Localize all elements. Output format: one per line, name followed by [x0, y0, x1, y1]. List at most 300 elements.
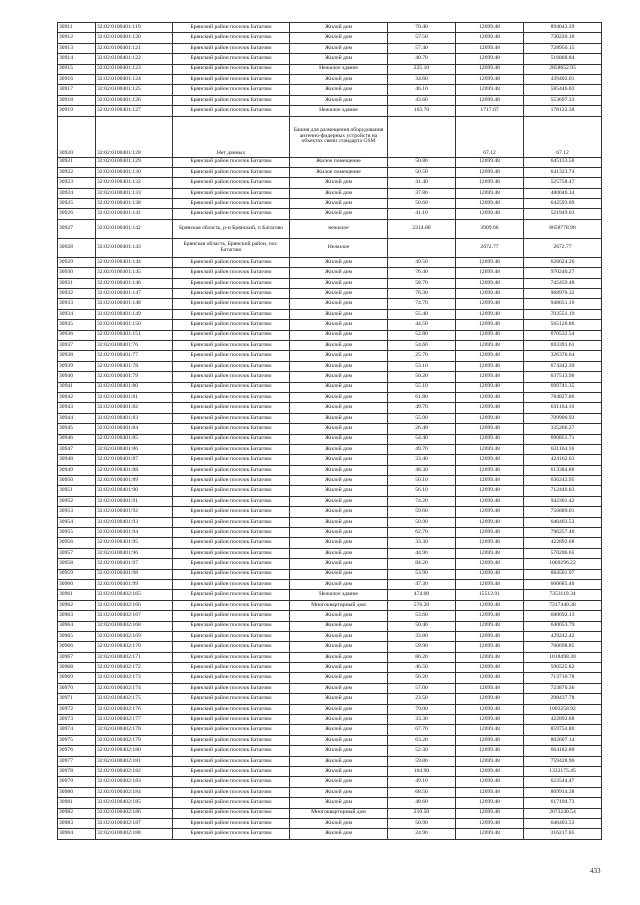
table-row: [58, 340, 602, 350]
cadastral-number-cell: 32:02:0100401:94: [96, 528, 173, 538]
specific-value-cell: 12699.48: [456, 756, 524, 766]
table-row: [58, 694, 602, 704]
cadastral-number-cell: 32:02:0100401:120: [96, 33, 173, 43]
address-cell: Брянский район поселок Батагово: [173, 559, 290, 569]
cadastral-value-cell: 480040.34: [524, 188, 602, 198]
cadastral-value-cell: 680692.13: [524, 611, 602, 621]
row-number-cell: 30968: [58, 663, 96, 673]
table-row: [58, 507, 602, 517]
object-type-cell: Жилой дом: [290, 278, 388, 288]
table-row: [58, 330, 602, 340]
table-row: [58, 673, 602, 683]
object-type-cell: Жилой дом: [290, 85, 388, 95]
table-row: [58, 403, 602, 413]
cadastral-number-cell: 32:02:0100402:179: [96, 735, 173, 745]
area-cell: 57.50: [388, 33, 456, 43]
area-cell: 50.90: [388, 818, 456, 828]
table-row: [58, 95, 602, 105]
row-number-cell: 30951: [58, 486, 96, 496]
row-number-cell: 30958: [58, 559, 96, 569]
object-type-cell: Жилой дом: [290, 424, 388, 434]
row-number-cell: 30927: [58, 219, 96, 238]
specific-value-cell: 12699.48: [456, 54, 524, 64]
area-cell: 56.20: [388, 673, 456, 683]
cadastral-value-cell: 585446.03: [524, 85, 602, 95]
cadastral-value-cell: 2673240.54: [524, 808, 602, 818]
specific-value-cell: 12699.48: [456, 351, 524, 361]
row-number-cell: 30973: [58, 715, 96, 725]
object-type-cell: Нежилое здание: [290, 106, 388, 116]
cadastral-number-cell: 32:02:0100401:146: [96, 278, 173, 288]
area-cell: 33.30: [388, 538, 456, 548]
cadastral-number-cell: 32:02:0100401:142: [96, 219, 173, 238]
cadastral-number-cell: 32:02:0100401:124: [96, 74, 173, 84]
table-row: [58, 704, 602, 714]
area-cell: 44.90: [388, 548, 456, 558]
address-cell: Брянский район поселок Батагово: [173, 652, 290, 662]
specific-value-cell: 12699.48: [456, 611, 524, 621]
address-cell: Брянский район поселок Батагово: [173, 829, 290, 839]
object-type-cell: Жилой дом: [290, 496, 388, 506]
address-cell: Брянский район поселок Батагово: [173, 569, 290, 579]
area-cell: 33.40: [388, 455, 456, 465]
area-cell: 24.90: [388, 829, 456, 839]
address-cell: Брянский район поселок Батагово: [173, 663, 290, 673]
address-cell: Брянский район поселок Батагово: [173, 157, 290, 167]
cadastral-number-cell: 32:02:0100401:83: [96, 413, 173, 423]
area-cell: 103.70: [388, 106, 456, 116]
area-cell: 63.20: [388, 735, 456, 745]
table-row: [58, 798, 602, 808]
row-number-cell: 30943: [58, 403, 96, 413]
row-number-cell: 30942: [58, 392, 96, 402]
cadastral-value-cell: 646403.53: [524, 517, 602, 527]
cadastral-number-cell: 32:02:0100401:138: [96, 199, 173, 209]
cadastral-value-cell: 439402.01: [524, 74, 602, 84]
area-cell: 53.90: [388, 569, 456, 579]
row-number-cell: 30924: [58, 188, 96, 198]
object-type-cell: Многоквартирный дом: [290, 600, 388, 610]
specific-value-cell: 12699.48: [456, 767, 524, 777]
table-row: [58, 663, 602, 673]
area-cell: 53.10: [388, 361, 456, 371]
object-type-cell: Жилой дом: [290, 403, 388, 413]
address-cell: Брянский район поселок Батагово: [173, 694, 290, 704]
row-number-cell: 30972: [58, 704, 96, 714]
cadastral-value-cell: 565126.86: [524, 320, 602, 330]
address-cell: Брянский район поселок Батагово: [173, 642, 290, 652]
row-number-cell: 30984: [58, 829, 96, 839]
cadastral-number-cell: 32:02:0100401:93: [96, 517, 173, 527]
address-cell: Брянский район поселок Батагово: [173, 167, 290, 177]
area-cell: 80.20: [388, 652, 456, 662]
specific-value-cell: 12699.48: [456, 715, 524, 725]
row-number-cell: 30938: [58, 351, 96, 361]
cadastral-value-cell: 684501.97: [524, 569, 602, 579]
cadastral-value-cell: 745459.48: [524, 278, 602, 288]
address-cell: Брянский район поселок Батагово: [173, 268, 290, 278]
row-number-cell: 30920: [58, 116, 96, 157]
table-row: [58, 106, 602, 116]
address-cell: Брянский район поселок Батагово: [173, 257, 290, 267]
area-cell: 50.60: [388, 199, 456, 209]
object-type-cell: Жилой дом: [290, 413, 388, 423]
cadastral-value-cell: 7353119.34: [524, 590, 602, 600]
address-cell: Брянский район поселок Батагово: [173, 330, 290, 340]
cadastral-number-cell: 32:02:0100401:87: [96, 455, 173, 465]
specific-value-cell: 12699.48: [456, 340, 524, 350]
cadastral-value-cell: 664182.80: [524, 746, 602, 756]
specific-value-cell: 12699.48: [456, 95, 524, 105]
row-number-cell: 30935: [58, 320, 96, 330]
cadastral-number-cell: 32:02:0100402:185: [96, 798, 173, 808]
row-number-cell: 30948: [58, 455, 96, 465]
object-type-cell: Жилой дом: [290, 507, 388, 517]
specific-value-cell: 12699.48: [456, 330, 524, 340]
area-cell: 84.20: [388, 559, 456, 569]
specific-value-cell: 12699.48: [456, 631, 524, 641]
area-cell: 59.60: [388, 507, 456, 517]
specific-value-cell: 12699.48: [456, 413, 524, 423]
address-cell: Брянский район поселок Батагово: [173, 382, 290, 392]
row-number-cell: 30980: [58, 787, 96, 797]
specific-value-cell: 12699.48: [456, 642, 524, 652]
address-cell: Брянский район поселок Батагово: [173, 808, 290, 818]
specific-value-cell: 12699.48: [456, 538, 524, 548]
cadastral-number-cell: 32:02:0100401:128: [96, 116, 173, 157]
area-cell: 49.10: [388, 777, 456, 787]
specific-value-cell: 12699.48: [456, 309, 524, 319]
area-cell: 58.70: [388, 278, 456, 288]
row-number-cell: 30915: [58, 64, 96, 74]
address-cell: Брянский район поселок Батагово: [173, 444, 290, 454]
object-type-cell: Жилой дом: [290, 694, 388, 704]
specific-value-cell: 12699.48: [456, 559, 524, 569]
specific-value-cell: 12699.48: [456, 818, 524, 828]
cadastral-value-cell: 628624.26: [524, 257, 602, 267]
row-number-cell: 30950: [58, 476, 96, 486]
cadastral-value-cell: 970240.27: [524, 268, 602, 278]
address-cell: Брянский район поселок Батагово: [173, 756, 290, 766]
specific-value-cell: 12699.48: [456, 444, 524, 454]
area-cell: 44.50: [388, 320, 456, 330]
address-cell: Брянский район поселок Батагово: [173, 476, 290, 486]
table-row: [58, 496, 602, 506]
specific-value-cell: 12699.48: [456, 777, 524, 787]
object-type-cell: Жилой дом: [290, 569, 388, 579]
specific-value-cell: 12699.48: [456, 579, 524, 589]
cadastral-number-cell: 32:02:0100401:132: [96, 178, 173, 188]
specific-value-cell: 2672.77: [456, 238, 524, 257]
table-row: [58, 268, 602, 278]
object-type-cell: Жилой дом: [290, 673, 388, 683]
cadastral-value-cell: 600685.40: [524, 579, 602, 589]
row-number-cell: 30939: [58, 361, 96, 371]
specific-value-cell: 12699.48: [456, 600, 524, 610]
row-number-cell: 30937: [58, 340, 96, 350]
cadastral-number-cell: 32:02:0100401:151: [96, 330, 173, 340]
area-cell: 74.70: [388, 299, 456, 309]
specific-value-cell: 12699.48: [456, 528, 524, 538]
object-type-cell: Жилой дом: [290, 777, 388, 787]
cadastral-value-cell: 1003258.92: [524, 704, 602, 714]
area-cell: 76.40: [388, 268, 456, 278]
object-type-cell: Жилой дом: [290, 434, 388, 444]
specific-value-cell: 12699.48: [456, 683, 524, 693]
specific-value-cell: 12699.48: [456, 372, 524, 382]
cadastral-value-cell: 631164.16: [524, 444, 602, 454]
cadastral-value-cell: 613384.88: [524, 465, 602, 475]
address-cell: Брянский район поселок Батагово: [173, 683, 290, 693]
cadastral-value-cell: 2858652.95: [524, 64, 602, 74]
cadastral-value-cell: 699741.35: [524, 382, 602, 392]
cadastral-number-cell: 32:02:0100401:80: [96, 382, 173, 392]
address-cell: Брянский район поселок Батагово: [173, 289, 290, 299]
row-number-cell: 30933: [58, 299, 96, 309]
row-number-cell: 30977: [58, 756, 96, 766]
row-number-cell: 30956: [58, 538, 96, 548]
cadastral-value-cell: 298437.78: [524, 694, 602, 704]
cadastral-number-cell: 32:02:0100401:86: [96, 444, 173, 454]
cadastral-number-cell: 32:02:0100401:147: [96, 289, 173, 299]
cadastral-value-cell: 670532.54: [524, 330, 602, 340]
row-number-cell: 30930: [58, 268, 96, 278]
object-type-cell: Жилой дом: [290, 257, 388, 267]
cadastral-number-cell: 32:02:0100401:119: [96, 23, 173, 33]
area-cell: 52.30: [388, 746, 456, 756]
cadastral-number-cell: 32:02:0100401:130: [96, 167, 173, 177]
table-row: [58, 611, 602, 621]
address-cell: Брянский район поселок Батагово: [173, 85, 290, 95]
cadastral-value-cell: 335266.27: [524, 424, 602, 434]
object-type-cell: Жилой дом: [290, 33, 388, 43]
cadastral-number-cell: 32:02:0100401:84: [96, 424, 173, 434]
row-number-cell: 30932: [58, 289, 96, 299]
cadastral-value-cell: 796257.40: [524, 528, 602, 538]
address-cell: Брянский район поселок Батагово: [173, 579, 290, 589]
cadastral-number-cell: 32:02:0100402:173: [96, 673, 173, 683]
area-cell: 43.60: [388, 95, 456, 105]
table-row: [58, 621, 602, 631]
table-row: [58, 33, 602, 43]
object-type-cell: Жилой дом: [290, 74, 388, 84]
row-number-cell: 30979: [58, 777, 96, 787]
specific-value-cell: 12699.48: [456, 663, 524, 673]
object-type-cell: Жилой дом: [290, 538, 388, 548]
address-cell: Брянский район поселок Батагово: [173, 631, 290, 641]
specific-value-cell: 15512.91: [456, 590, 524, 600]
table-row: [58, 767, 602, 777]
table-row: [58, 188, 602, 198]
address-cell: Брянский район поселок Батагово: [173, 372, 290, 382]
cadastral-value-cell: 645133.58: [524, 157, 602, 167]
cadastral-number-cell: 32:02:0100401:88: [96, 465, 173, 475]
cadastral-number-cell: 32:02:0100402:184: [96, 787, 173, 797]
table-row: [58, 631, 602, 641]
cadastral-number-cell: 32:02:0100402:166: [96, 600, 173, 610]
cadastral-number-cell: 32:02:0100401:97: [96, 559, 173, 569]
object-type-cell: Жилой дом: [290, 548, 388, 558]
object-type-cell: Жилой дом: [290, 340, 388, 350]
area-cell: 61.80: [388, 392, 456, 402]
cadastral-number-cell: 32:02:0100401:126: [96, 95, 173, 105]
cadastral-number-cell: 32:02:0100401:95: [96, 538, 173, 548]
cadastral-value-cell: 637513.90: [524, 372, 602, 382]
area-cell: [388, 116, 456, 157]
row-number-cell: 30959: [58, 569, 96, 579]
area-cell: 33.30: [388, 715, 456, 725]
page-number: 433: [590, 867, 601, 875]
address-cell: Брянский район поселок Батагово: [173, 392, 290, 402]
object-type-cell: Жилой дом: [290, 683, 388, 693]
table-row: [58, 209, 602, 219]
specific-value-cell: 12699.48: [456, 268, 524, 278]
area-cell: 41.10: [388, 209, 456, 219]
area-cell: 474.00: [388, 590, 456, 600]
address-cell: Брянский район поселок Батагово: [173, 33, 290, 43]
cadastral-value-cell: 521949.63: [524, 209, 602, 219]
row-number-cell: 30970: [58, 683, 96, 693]
address-cell: Брянский район поселок Батагово: [173, 403, 290, 413]
table-row: [58, 434, 602, 444]
row-number-cell: 30949: [58, 465, 96, 475]
cadastral-number-cell: 32:02:0100401:79: [96, 372, 173, 382]
cadastral-number-cell: 32:02:0100401:78: [96, 361, 173, 371]
table-row: [58, 74, 602, 84]
cadastral-number-cell: 32:02:0100402:183: [96, 777, 173, 787]
row-number-cell: 30967: [58, 652, 96, 662]
cadastral-number-cell: 32:02:0100401:123: [96, 64, 173, 74]
address-cell: Брянский район поселок Батагово: [173, 188, 290, 198]
area-cell: 62.70: [388, 528, 456, 538]
cadastral-number-cell: 32:02:0100401:129: [96, 157, 173, 167]
table-row: [58, 351, 602, 361]
specific-value-cell: 12699.48: [456, 43, 524, 53]
table-row: [58, 569, 602, 579]
specific-value-cell: 12699.48: [456, 798, 524, 808]
area-cell: 2214.80: [388, 219, 456, 238]
area-cell: 55.90: [388, 413, 456, 423]
object-type-cell: Жилой дом: [290, 320, 388, 330]
row-number-cell: 30921: [58, 157, 96, 167]
cadastral-value-cell: 636243.95: [524, 476, 602, 486]
cadastral-value-cell: 553697.33: [524, 95, 602, 105]
row-number-cell: 30926: [58, 209, 96, 219]
table-row: [58, 777, 602, 787]
cadastral-number-cell: 32:02:0100402:177: [96, 715, 173, 725]
specific-value-cell: 12699.48: [456, 178, 524, 188]
address-cell: Брянский район поселок Батагово: [173, 64, 290, 74]
object-type-cell: Жилой дом: [290, 528, 388, 538]
table-row: [58, 361, 602, 371]
area-cell: 53.60: [388, 611, 456, 621]
table-row: [58, 528, 602, 538]
row-number-cell: 30954: [58, 517, 96, 527]
address-cell: Брянский район поселок Батагово: [173, 590, 290, 600]
row-number-cell: 30944: [58, 413, 96, 423]
cadastral-number-cell: 32:02:0100402:178: [96, 725, 173, 735]
specific-value-cell: 12699.48: [456, 392, 524, 402]
row-number-cell: 30946: [58, 434, 96, 444]
address-cell: Брянский район поселок Батагово: [173, 798, 290, 808]
specific-value-cell: 12699.48: [456, 486, 524, 496]
specific-value-cell: 12699.48: [456, 652, 524, 662]
row-number-cell: 30965: [58, 631, 96, 641]
cadastral-number-cell: 32:02:0100401:121: [96, 43, 173, 53]
specific-value-cell: 12699.48: [456, 320, 524, 330]
row-number-cell: 30962: [58, 600, 96, 610]
address-cell: Брянский район поселок Батагово: [173, 746, 290, 756]
address-cell: Брянский район поселок Батагово: [173, 199, 290, 209]
register-table-container: [57, 22, 601, 840]
address-cell: Брянский район поселок Батагово: [173, 507, 290, 517]
cadastral-number-cell: 32:02:0100402:180: [96, 746, 173, 756]
cadastral-value-cell: 859754.80: [524, 725, 602, 735]
table-row: [58, 590, 602, 600]
specific-value-cell: 12699.48: [456, 476, 524, 486]
cadastral-number-cell: 32:02:0100402:188: [96, 829, 173, 839]
object-type-cell: Нежилое здание: [290, 590, 388, 600]
area-cell: 70.40: [388, 23, 456, 33]
cadastral-value-cell: 712440.83: [524, 486, 602, 496]
row-number-cell: 30918: [58, 95, 96, 105]
row-number-cell: 30982: [58, 808, 96, 818]
area-cell: 50.20: [388, 372, 456, 382]
cadastral-value-cell: 802607.14: [524, 735, 602, 745]
row-number-cell: 30974: [58, 725, 96, 735]
address-cell: Брянский район поселок Батагово: [173, 106, 290, 116]
cadastral-value-cell: 1332175.45: [524, 767, 602, 777]
cadastral-value-cell: 703551.19: [524, 309, 602, 319]
specific-value-cell: 12699.48: [456, 694, 524, 704]
cadastral-number-cell: 32:02:0100401:77: [96, 351, 173, 361]
object-type-cell: Жилой дом: [290, 579, 388, 589]
cadastral-value-cell: 646403.53: [524, 818, 602, 828]
cadastral-number-cell: 32:02:0100401:96: [96, 548, 173, 558]
cadastral-value-cell: 422892.68: [524, 715, 602, 725]
cadastral-value-cell: 326376.64: [524, 351, 602, 361]
cadastral-value-cell: 8658778.98: [524, 219, 602, 238]
table-row: [58, 289, 602, 299]
address-cell: Брянский район поселок Батагово: [173, 23, 290, 33]
area-cell: 225.10: [388, 64, 456, 74]
specific-value-cell: 3909.66: [456, 219, 524, 238]
table-row: [58, 238, 602, 257]
table-row: [58, 517, 602, 527]
area-cell: 210.50: [388, 808, 456, 818]
table-row: [58, 538, 602, 548]
area-cell: 76.30: [388, 289, 456, 299]
specific-value-cell: 12699.48: [456, 455, 524, 465]
cadastral-number-cell: 32:02:0100401:92: [96, 507, 173, 517]
object-type-cell: Жилой дом: [290, 444, 388, 454]
object-type-cell: Жилой дом: [290, 23, 388, 33]
cadastral-value-cell: 316217.05: [524, 829, 602, 839]
address-cell: Брянский район поселок Батагово: [173, 600, 290, 610]
address-cell: Брянский район поселок Батагово: [173, 767, 290, 777]
address-cell: Брянская область, р-н Брянский, п Батагово: [173, 219, 290, 238]
register-table: [57, 22, 602, 840]
cadastral-value-cell: 693391.61: [524, 340, 602, 350]
address-cell: Брянский район поселок Батагово: [173, 673, 290, 683]
cadastral-number-cell: 32:02:0100401:122: [96, 54, 173, 64]
specific-value-cell: 12699.48: [456, 209, 524, 219]
address-cell: Брянский район поселок Батагово: [173, 496, 290, 506]
object-type-cell: Жилой дом: [290, 621, 388, 631]
address-cell: Брянский район поселок Батагово: [173, 209, 290, 219]
cadastral-value-cell: 516868.84: [524, 54, 602, 64]
address-cell: Брянский район поселок Батагово: [173, 787, 290, 797]
